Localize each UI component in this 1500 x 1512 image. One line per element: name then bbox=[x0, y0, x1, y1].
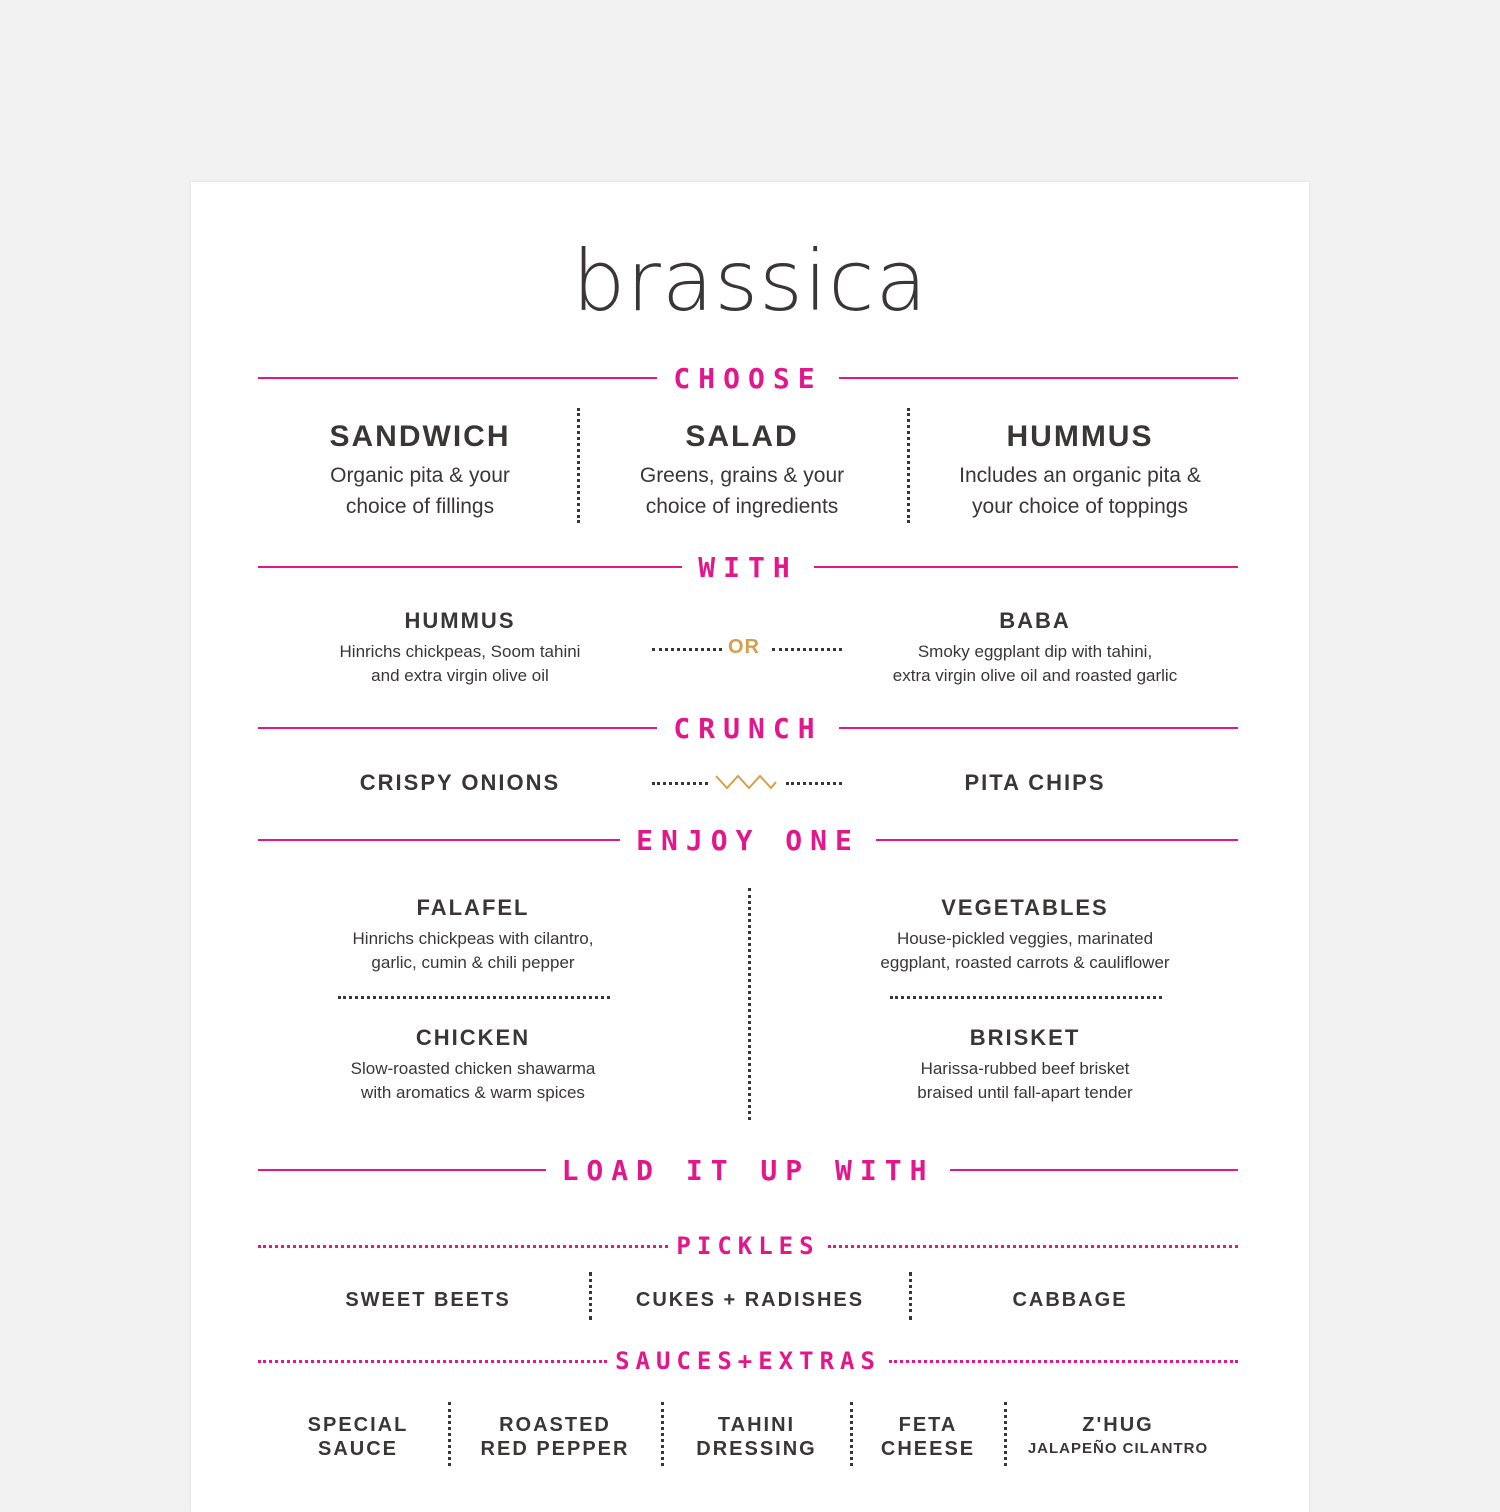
pickle-cukes-radishes: CUKES + RADISHES bbox=[635, 1289, 865, 1311]
option-title: SALAD bbox=[685, 420, 799, 453]
option-desc: Harissa-rubbed beef brisket braised until fall-apart tender bbox=[917, 1059, 1133, 1102]
section-header-enjoy bbox=[258, 820, 1238, 860]
protein-vegetables bbox=[830, 895, 1220, 975]
choose-heading: CHOOSE bbox=[673, 361, 823, 395]
divider-dots bbox=[909, 1272, 912, 1320]
or-label: OR bbox=[728, 636, 760, 658]
subheader-sauces bbox=[258, 1341, 1238, 1381]
extra-feta-cheese: FETA CHEESE bbox=[880, 1414, 976, 1460]
option-hummus bbox=[920, 420, 1240, 522]
row-divider bbox=[338, 996, 610, 999]
divider-dots bbox=[577, 408, 580, 523]
option-desc: Greens, grains & your choice of ingredients bbox=[639, 464, 845, 518]
protein-chicken bbox=[300, 1025, 646, 1105]
zigzag-icon bbox=[714, 773, 778, 791]
sauces-heading: SAUCES+EXTRAS bbox=[615, 1347, 881, 1375]
divider-dots bbox=[661, 1402, 664, 1466]
option-title: FALAFEL bbox=[416, 895, 530, 920]
section-header-with bbox=[258, 547, 1238, 587]
load-heading: LOAD IT UP WITH bbox=[561, 1153, 935, 1187]
option-title: VEGETABLES bbox=[941, 895, 1109, 920]
option-sandwich bbox=[270, 420, 570, 522]
crunch-pita-chips: PITA CHIPS bbox=[964, 770, 1106, 795]
center-divider-dots bbox=[748, 888, 751, 1120]
option-title: BABA bbox=[999, 608, 1071, 633]
enjoy-heading: ENJOY ONE bbox=[636, 823, 860, 857]
option-title: HUMMUS bbox=[404, 608, 516, 633]
option-title: CHICKEN bbox=[415, 1025, 531, 1050]
sauce-zhug: Z'HUG JALAPEÑO CILANTRO bbox=[1027, 1414, 1209, 1457]
option-desc: House-pickled veggies, marinated eggplant, roasted carrots & cauliflower bbox=[880, 929, 1170, 972]
option-desc: Includes an organic pita & your choice of toppings bbox=[959, 464, 1201, 518]
divider-dots bbox=[907, 408, 910, 523]
option-title: BRISKET bbox=[969, 1025, 1081, 1050]
or-dots-left bbox=[652, 648, 722, 651]
option-title: HUMMUS bbox=[1006, 420, 1154, 453]
option-desc: Smoky eggplant dip with tahini, extra virgin olive oil and roasted garlic bbox=[892, 642, 1178, 685]
option-hummus-base bbox=[300, 608, 620, 688]
pickle-cabbage: CABBAGE bbox=[1012, 1289, 1128, 1311]
sauce-roasted-red-pepper: ROASTED RED PEPPER bbox=[480, 1414, 630, 1460]
pickles-heading: PICKLES bbox=[676, 1232, 820, 1260]
or-dots-right bbox=[772, 648, 842, 651]
zigzag-dots-left bbox=[652, 782, 708, 785]
sauce-tahini-dressing: TAHINI DRESSING bbox=[696, 1414, 817, 1460]
with-heading: WITH bbox=[698, 550, 798, 584]
option-salad bbox=[592, 420, 892, 522]
protein-brisket bbox=[830, 1025, 1220, 1105]
subheader-pickles bbox=[258, 1226, 1238, 1266]
brand-logo: brassica bbox=[572, 232, 928, 330]
option-title: SANDWICH bbox=[329, 420, 511, 453]
option-desc: Slow-roasted chicken shawarma with aromatics & warm spices bbox=[350, 1059, 596, 1102]
divider-dots bbox=[1004, 1402, 1007, 1466]
protein-falafel bbox=[300, 895, 646, 975]
divider-dots bbox=[448, 1402, 451, 1466]
pickle-sweet-beets: SWEET BEETS bbox=[345, 1289, 511, 1311]
option-desc: Organic pita & your choice of fillings bbox=[330, 464, 510, 518]
divider-dots bbox=[850, 1402, 853, 1466]
row-divider bbox=[890, 996, 1162, 999]
sauce-special: SPECIAL SAUCE bbox=[307, 1414, 409, 1460]
option-desc: Hinrichs chickpeas with cilantro, garlic, cumin & chili pepper bbox=[352, 929, 594, 972]
section-header-crunch bbox=[258, 708, 1238, 748]
option-baba bbox=[855, 608, 1215, 688]
zigzag-dots-right bbox=[786, 782, 842, 785]
crunch-heading: CRUNCH bbox=[673, 711, 823, 745]
divider-dots bbox=[589, 1272, 592, 1320]
crunch-crispy-onions: CRISPY ONIONS bbox=[359, 770, 561, 795]
section-header-choose bbox=[258, 358, 1238, 398]
section-header-load bbox=[258, 1150, 1238, 1190]
option-desc: Hinrichs chickpeas, Soom tahini and extra virgin olive oil bbox=[339, 642, 581, 685]
